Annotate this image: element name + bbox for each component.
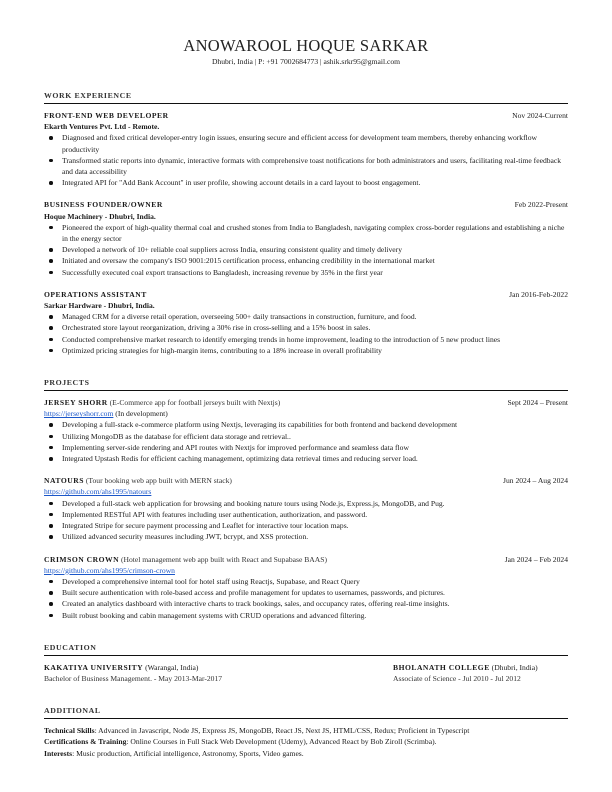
job-title: OPERATIONS ASSISTANT xyxy=(44,289,147,299)
project-title-group xyxy=(44,475,232,486)
additional-label: Technical Skills xyxy=(44,726,95,736)
company-name: Hoque Machinery - Dhubri, India. xyxy=(44,211,156,221)
project-link-row xyxy=(44,565,568,576)
additional-line xyxy=(44,748,568,759)
school-name: KAKATIYA UNIVERSITY xyxy=(44,662,144,672)
project-date: Sept 2024 – Present xyxy=(507,398,568,408)
project-note: (In development) xyxy=(115,409,168,419)
bullet-item: Integrated Stripe for secure payment processing and Leaflet for interactive tour location maps. xyxy=(62,520,568,531)
additional-line xyxy=(44,725,568,736)
job-entry xyxy=(44,110,568,188)
work-experience-section xyxy=(44,110,568,356)
project-date: Jun 2024 – Aug 2024 xyxy=(503,476,568,486)
bullet-item: Initiated and oversaw the company's ISO 9001:2015 certification process, enhancing credibility in the international market xyxy=(62,255,568,266)
project-bullets xyxy=(44,498,568,543)
project-bullets xyxy=(44,576,568,621)
project-link-row xyxy=(44,486,568,497)
job-header xyxy=(44,289,568,300)
contact-info: Dhubri, India | P: +91 7002684773 | ashik.srkr95@gmail.com xyxy=(211,57,401,66)
bullet-item: Pioneered the export of high-quality thermal coal and crushed stones from India to Bangladesh, navigating complex cross-border regulations and establishing a niche in the energy sector xyxy=(62,222,568,244)
project-header xyxy=(44,554,568,565)
bullet-item: Implemented RESTful API with features including user authentication, authorization, and password. xyxy=(62,509,568,520)
bullet-item: Implementing server-side rendering and API routes with Nextjs for improved performance and seamless data flow xyxy=(62,442,568,453)
project-name: CRIMSON CROWN xyxy=(44,554,120,564)
bullet-item: Integrated API for "Add Bank Account" in user profile, showing account details in a card layout to boost engagement. xyxy=(62,177,568,188)
job-title: BUSINESS FOUNDER/OWNER xyxy=(44,200,163,210)
project-link-row xyxy=(44,408,568,419)
project-bullets xyxy=(44,419,568,464)
additional-label: Certifications & Training xyxy=(44,737,127,747)
degree-detail: Bachelor of Business Management. - May 2013-Mar-2017 xyxy=(44,673,223,683)
job-date: Feb 2022-Present xyxy=(514,200,568,210)
project-header xyxy=(44,475,568,486)
school-location: (Warangal, India) xyxy=(145,662,199,672)
additional-text: : Advanced in Javascript, Node JS, Express JS, MongoDB, React JS, Next JS, HTML/CSS, Redux; Proficient in Typescript xyxy=(94,726,470,736)
job-date: Jan 2016-Feb-2022 xyxy=(509,289,568,299)
project-title-group xyxy=(44,554,327,565)
project-name: NATOURS xyxy=(44,476,84,486)
bullet-item: Diagnosed and fixed critical developer-entry login issues, ensuring secure and efficient access for development team members, thereby enhancing workflow productivity xyxy=(62,132,568,154)
additional-text: : Online Courses in Full Stack Web Development (Udemy), Advanced React by Bob Ziroll (Scrimba). xyxy=(126,737,437,747)
additional-section xyxy=(44,725,568,759)
education-entry xyxy=(393,662,568,684)
project-description: (E-Commerce app for football jerseys built with Nextjs) xyxy=(109,398,281,408)
project-link[interactable]: https://github.com/ahs1995/natours xyxy=(44,487,152,497)
job-entry xyxy=(44,289,568,356)
resume-page xyxy=(44,36,568,759)
bullet-item: Built robust booking and cabin management systems with CRUD operations and advanced filtering. xyxy=(62,610,568,621)
section-heading-work: WORK EXPERIENCE xyxy=(44,91,568,104)
job-entry xyxy=(44,199,568,277)
bullet-item: Transformed static reports into dynamic, interactive formats with comprehensive toast notifications for both administrators and users, facilitating real-time feedback and data accessibility xyxy=(62,155,568,177)
job-bullets xyxy=(44,132,568,188)
bullet-item: Managed CRM for a diverse retail operation, overseeing 500+ daily transactions in construction, furniture, and food. xyxy=(62,311,568,322)
job-header xyxy=(44,199,568,210)
education-entry xyxy=(44,662,222,684)
bullet-item: Created an analytics dashboard with interactive charts to track bookings, sales, and occupancy rates, offering real-time insights. xyxy=(62,598,568,609)
additional-label: Interests xyxy=(44,748,73,758)
section-heading-additional: ADDITIONAL xyxy=(44,706,568,719)
project-header xyxy=(44,397,568,408)
bullet-item: Developed a network of 10+ reliable coal suppliers across India, ensuring consistent quality and timely delivery xyxy=(62,244,568,255)
project-name: JERSEY SHORR xyxy=(44,398,108,408)
job-title: FRONT-END WEB DEVELOPER xyxy=(44,111,169,120)
project-title-group xyxy=(44,397,280,408)
job-bullets xyxy=(44,222,568,278)
company-name: Sarkar Hardware - Dhubri, India. xyxy=(44,301,155,311)
bullet-item: Developing a full-stack e-commerce platform using Nextjs, leveraging its capabilities for both frontend and backend development xyxy=(62,419,568,430)
project-entry xyxy=(44,475,568,542)
bullet-item: Integrated Upstash Redis for efficient caching management, optimizing data retrieval times and reducing server load. xyxy=(62,453,568,464)
bullet-item: Optimized pricing strategies for high-margin items, contributing to a 18% increase in overall profitability xyxy=(62,345,568,356)
project-link[interactable]: https://jerseyshorr.com xyxy=(44,409,114,419)
bullet-item: Conducted comprehensive market research to identify emerging trends in home improvement, leading to the introduction of 5 new product lines xyxy=(62,334,568,345)
bullet-item: Successfully executed coal export transactions to Bangladesh, increasing revenue by 35% in the first year xyxy=(62,267,568,278)
job-date: Nov 2024-Current xyxy=(512,111,568,120)
bullet-item: Utilized advanced security measures including JWT, bcrypt, and XSS protection. xyxy=(62,531,568,542)
project-description: (Hotel management web app built with React and Supabase BAAS) xyxy=(120,554,328,564)
job-bullets xyxy=(44,311,568,356)
bullet-item: Built secure authentication with role-based access and profile management for updates to usernames, passwords, and pictures. xyxy=(62,587,568,598)
bullet-item: Developed a comprehensive internal tool for hotel staff using Reactjs, Supabase, and React Query xyxy=(62,576,568,587)
project-entry xyxy=(44,397,568,464)
bullet-item: Utilizing MongoDB as the database for efficient data storage and retrieval.. xyxy=(62,431,568,442)
company-name: Ekarth Ventures Pvt. Ltd - Remote. xyxy=(44,122,160,132)
section-heading-education: EDUCATION xyxy=(44,643,568,656)
project-link[interactable]: https://github.com/ahs1995/crimson-crown xyxy=(44,565,175,575)
bullet-item: Developed a full-stack web application for browsing and booking nature tours using Node.js, Express.js, MongoDB, and Pug. xyxy=(62,498,568,509)
project-entry xyxy=(44,554,568,621)
additional-line xyxy=(44,736,568,747)
project-date: Jan 2024 – Feb 2024 xyxy=(504,554,568,564)
projects-section xyxy=(44,397,568,621)
project-description: (Tour booking web app built with MERN stack) xyxy=(85,476,232,486)
job-header xyxy=(44,110,568,121)
school-name: BHOLANATH COLLEGE xyxy=(393,662,490,672)
education-section xyxy=(44,662,568,684)
additional-text: : Music production, Artificial intelligence, Astronomy, Sports, Video games. xyxy=(72,748,304,758)
candidate-name: ANOWAROOL HOQUE SARKAR xyxy=(183,36,429,55)
bullet-item: Orchestrated store layout reorganization, driving a 30% rise in cross-selling and a 15% boost in sales. xyxy=(62,322,568,333)
section-heading-projects: PROJECTS xyxy=(44,378,568,391)
degree-detail: Associate of Science - Jul 2010 - Jul 2012 xyxy=(393,673,521,683)
school-location: (Dhubri, India) xyxy=(491,662,538,672)
